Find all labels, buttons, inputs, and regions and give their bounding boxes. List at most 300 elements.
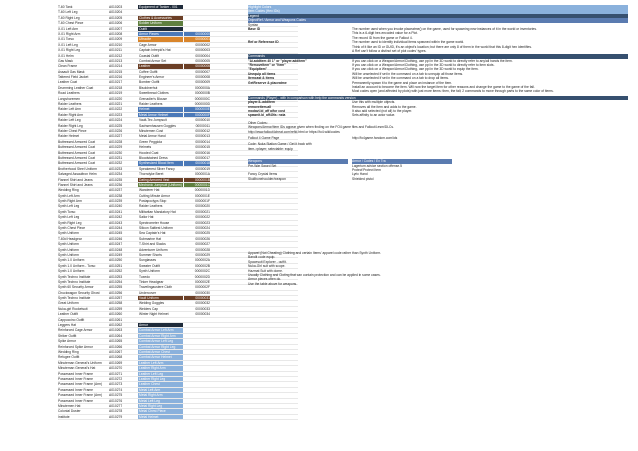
category-cell[interactable]: Sweater Outfit [139,263,160,268]
code-cell[interactable]: 00000028 [195,247,210,252]
code-cell[interactable]: 00000030 [195,290,210,295]
category-cell[interactable]: Combat Armor Left Leg [138,339,183,343]
category-cell[interactable]: Soldier Uniform [138,21,183,25]
category-cell[interactable]: Metal Chest Piece [138,409,183,413]
code-cell[interactable]: 00000008 [195,75,210,80]
item-id-cell[interactable]: A010242 [109,215,123,220]
code-cell[interactable] [184,318,210,322]
item-name-cell[interactable]: Leggers Hat [58,323,76,328]
item-name-cell[interactable]: Brotherhood Steel Uniform [58,166,98,171]
item-id-cell[interactable]: A010270 [109,366,123,371]
item-name-cell[interactable]: Wedding Ring [58,350,79,354]
item-name-cell[interactable]: Synth Left Arm [58,193,80,198]
code-cell[interactable]: 0000001F [195,199,210,204]
category-cell[interactable]: Minutemen Cost [139,128,164,133]
code-cell[interactable]: 00000003 [195,48,210,53]
category-cell[interactable]: Combat Armor Set [139,58,167,63]
item-id-cell[interactable]: A010230 [109,150,123,155]
item-name-cell[interactable]: Gas Mask [58,58,73,63]
code-cell[interactable] [184,366,210,370]
category-cell[interactable]: Combat Armor Helmet [138,355,183,359]
category-cell[interactable]: Undercover [139,290,157,295]
code-cell[interactable]: 00000020 [195,204,210,209]
item-id-cell[interactable]: A010219 [109,91,123,96]
item-name-cell[interactable]: Synth Right Arm [58,199,82,204]
code-cell[interactable]: 0000000E [184,107,210,111]
code-cell[interactable] [184,328,210,332]
code-cell[interactable] [184,409,210,413]
item-id-cell[interactable]: A010214 [109,64,123,69]
item-name-cell[interactable]: Possessed Inner Frame (Arm) [58,393,103,398]
item-id-cell[interactable]: A010221 [109,102,123,107]
category-cell[interactable]: Metal Right Leg [138,404,183,408]
item-id-cell[interactable]: A010229 [109,145,123,150]
item-id-cell[interactable]: A010256 [109,290,123,295]
item-id-cell[interactable]: A010277 [109,403,123,408]
code-cell[interactable]: 0000001D [194,188,210,193]
code-cell[interactable]: 00000022 [195,215,210,220]
code-cell[interactable]: 00000000 [184,32,210,36]
item-id-cell[interactable]: A010210 [109,42,123,47]
item-name-cell[interactable]: X-01 Right Arm [58,31,81,36]
category-cell[interactable]: Welders Cap [139,306,158,311]
category-cell[interactable]: Combat Armor Right Leg [138,345,183,349]
item-name-cell[interactable]: Buttressed Armored Coat [58,145,96,150]
category-cell[interactable]: Bloodstained Dress [139,155,168,160]
category-cell[interactable]: Raider Leathers [139,102,163,107]
item-name-cell[interactable]: Flannel Shirt and Jeans [58,182,93,187]
item-name-cell[interactable]: T-60 Left Leg [58,10,78,15]
category-cell[interactable]: Submarine Hat [139,236,161,241]
code-cell[interactable]: 00000009 [195,80,210,85]
code-cell[interactable]: 0000000A [194,85,210,90]
item-id-cell[interactable]: A010228 [109,139,123,144]
item-name-cell[interactable]: Spike Armor [58,339,76,344]
code-cell[interactable]: 00000001 [184,37,210,41]
item-name-cell[interactable]: T-60 Right Leg [58,15,80,20]
item-id-cell[interactable]: A010251 [109,263,123,268]
note-text[interactable]: Nuka-Girl suit with scope. [248,264,286,269]
item-id-cell[interactable]: A010263 [109,328,123,333]
code-cell[interactable]: 00000004 [195,53,210,58]
category-cell[interactable]: Outfit [138,27,183,31]
category-cell[interactable]: Leather Right Arm [138,366,183,370]
item-name-cell[interactable]: Synth 60 Security Armor [58,285,94,290]
code-cell[interactable] [184,16,210,20]
item-name-cell[interactable]: Synth Techno Institute [58,279,91,284]
code-cell[interactable] [184,388,210,392]
item-id-cell[interactable]: A010246 [109,236,123,241]
code-cell[interactable]: 00000010 [195,118,210,123]
item-id-cell[interactable]: A010213 [109,58,123,63]
category-cell[interactable]: Leather Chest [138,382,183,386]
item-id-cell[interactable]: A010223 [109,112,123,117]
code-cell[interactable]: 00000029 [195,252,210,257]
category-cell[interactable]: Hooded Coat [139,150,159,155]
code-cell[interactable] [184,382,210,386]
category-cell[interactable]: Cutting Minute Armor [139,193,170,198]
category-cell[interactable]: Helmet [138,107,183,111]
category-cell[interactable]: T-Shirt and Slacks [139,242,166,247]
category-cell[interactable]: Spectrometer House [139,220,170,225]
item-id-cell[interactable]: A010218 [109,85,123,90]
item-name-cell[interactable]: Synth Techno Institute [58,296,91,301]
category-cell[interactable]: Tinker Headgear [139,279,164,284]
category-cell[interactable]: Combat Armor Left Arm [138,328,183,332]
code-cell[interactable]: 00000016 [195,150,210,155]
category-cell[interactable]: Synth Uniform [139,269,160,274]
item-id-cell[interactable]: A010260 [109,312,123,317]
code-cell[interactable] [184,415,210,419]
code-cell[interactable]: 00000005 [195,58,210,63]
item-id-cell[interactable]: A010234 [109,172,123,177]
item-name-cell[interactable]: Salvaged Assaultron Helm [58,172,97,177]
code-cell[interactable]: 0000001A [194,172,210,177]
note-text[interactable]: Use the table above for weapons. [248,281,298,286]
note-text[interactable]: Spacesuit Explorer - outfit. [248,259,287,264]
item-id-cell[interactable]: A010236 [109,182,123,187]
code-cell[interactable] [184,393,210,397]
category-cell[interactable]: Combat Armor Chest [138,350,183,354]
category-cell[interactable]: Equipment of Tanker - 001 [138,5,183,9]
code-cell[interactable]: 00000002 [195,42,210,47]
category-cell[interactable]: Metal Right Arm [138,393,183,397]
item-name-cell[interactable]: X-01 Torso [58,37,74,42]
item-name-cell[interactable]: Minuteman General's Hat [58,366,96,371]
info-link[interactable]: Weapons/Armor/Item IDs appear given when finding on the FO4 game files and Fallout4.esm/DLCs. [248,125,394,130]
code-cell[interactable]: 00000015 [195,145,210,150]
code-cell[interactable] [184,345,210,349]
item-name-cell[interactable]: Possessed Inner Frame (Arm) [58,382,103,387]
code-cell[interactable] [184,399,210,403]
code-cell[interactable]: 00000026 [195,236,210,241]
item-name-cell[interactable]: Great Uniform [58,301,79,306]
code-cell[interactable] [184,404,210,408]
code-cell[interactable] [184,323,210,327]
item-name-cell[interactable]: Possessed Inner Frame [58,371,93,376]
item-name-cell[interactable]: Synth Left Leg [58,215,80,220]
category-cell[interactable]: Leather Left Arm [138,361,183,365]
code-cell[interactable] [184,350,210,354]
item-id-cell[interactable]: A010249 [109,252,123,257]
item-name-cell[interactable]: Synth Uniform [58,252,79,257]
code-cell[interactable]: 00000033 [195,306,210,311]
item-name-cell[interactable]: Synth Chest Piece [58,226,86,231]
category-cell[interactable]: Grenadier's Blouse [139,96,167,101]
category-cell[interactable]: Leather Left Leg [138,372,183,376]
code-cell[interactable]: 00000018 [184,161,210,165]
item-name-cell[interactable]: Raider Left Leg [58,118,81,123]
item-id-cell[interactable]: A010250 [109,258,123,263]
item-name-cell[interactable]: Colonial Duster [58,409,81,414]
item-name-cell[interactable]: Raider Right Arm [58,112,84,117]
item-id-cell[interactable]: A010262 [109,323,123,328]
item-name-cell[interactable]: Refugee Outfit [58,355,80,360]
item-id-cell[interactable]: A010268 [109,355,123,360]
item-name-cell[interactable]: Raider Leathers [58,102,82,107]
item-id-cell[interactable]: A010212 [109,53,123,58]
code-cell[interactable]: 00000007 [195,69,210,74]
item-name-cell[interactable]: Tattered Field Jacket [58,75,89,80]
code-cell[interactable]: 00000023 [195,220,210,225]
item-id-cell[interactable]: A010273 [109,382,123,387]
code-cell[interactable] [184,372,210,376]
code-cell[interactable]: 0000001B [184,178,210,182]
item-id-cell[interactable]: A010265 [109,339,123,344]
item-name-cell[interactable]: Chuckwagon Security Ghost [58,290,100,295]
category-cell[interactable]: Dating Armored Vest [138,178,183,182]
item-id-cell[interactable]: A010235 [109,177,123,182]
category-cell[interactable]: Captain Intrepid's Hat [139,48,171,53]
category-cell[interactable]: Sea Captain's Hat [139,231,166,236]
item-id-cell[interactable]: A010207 [109,26,123,31]
category-cell[interactable]: Coastal Outfit [139,53,159,58]
category-cell[interactable]: Metal Armor Helmet [138,113,183,117]
item-id-cell[interactable]: A010226 [109,128,123,133]
category-cell[interactable]: Winter Night Helmet [139,312,169,317]
item-id-cell[interactable]: A010205 [109,15,123,20]
item-id-cell[interactable]: A010275 [109,393,123,398]
item-name-cell[interactable]: Synth Right Leg [58,220,82,225]
item-name-cell[interactable]: Longshoremen [58,96,80,101]
item-name-cell[interactable]: Flannel Shirt and Jeans [58,177,93,182]
code-cell[interactable]: 0000000C [194,96,210,101]
code-cell[interactable]: 00000032 [195,301,210,306]
category-cell[interactable]: Cage Armor [139,42,157,47]
item-id-cell[interactable]: A010237 [109,188,123,193]
item-name-cell[interactable]: X-01 Left Leg [58,42,78,47]
item-id-cell[interactable]: A010257 [109,296,123,301]
item-name-cell[interactable]: Raider Left Arm [58,107,81,112]
item-id-cell[interactable]: A010211 [109,48,122,53]
item-id-cell[interactable]: A010248 [109,247,123,252]
code-cell[interactable]: 0000000B [194,91,210,96]
item-id-cell[interactable]: A010276 [109,398,123,403]
item-id-cell[interactable]: A010271 [109,371,123,376]
category-cell[interactable]: Sunglasses [139,258,157,263]
note-text[interactable]: Usually Clothing and Cloting that can contain protection and can be applied in some cases. [248,273,381,278]
item-name-cell[interactable]: Leather Outfit [58,312,78,317]
item-id-cell[interactable]: A010255 [109,285,123,290]
note-text[interactable]: Bandit code equip. [248,255,276,260]
category-cell[interactable]: Sailor Hat [139,215,154,220]
code-cell[interactable]: 00000017 [195,155,210,160]
category-cell[interactable]: Coffee Outfit [139,69,158,74]
item-name-cell[interactable]: Synth 1.0 Uniform - Torso [58,263,96,268]
item-name-cell[interactable]: Institute [58,414,70,419]
item-name-cell[interactable]: Striker Outfit [58,333,77,338]
code-cell[interactable]: 00000012 [195,128,210,133]
code-cell[interactable] [184,361,210,365]
item-id-cell[interactable]: A010204 [109,10,123,15]
item-name-cell[interactable]: Minuteman General's Uniform [58,360,102,365]
item-id-cell[interactable]: A010239 [109,199,123,204]
item-name-cell[interactable]: Assault Gas Mask [58,69,85,74]
code-cell[interactable] [184,339,210,343]
category-cell[interactable]: Sweetbread Clothes [139,91,169,96]
item-id-cell[interactable]: A010261 [109,317,123,322]
item-name-cell[interactable]: Clean Frame [58,64,78,69]
item-name-cell[interactable]: Possessed Inner Frame [58,387,93,392]
category-cell[interactable]: Raider Leathers [139,204,163,209]
category-cell[interactable]: Vault-Tec Jumpsuit [139,118,167,123]
item-name-cell[interactable]: Possessed Inner Frame [58,398,93,403]
code-cell[interactable]: 00000034 [195,312,210,317]
code-cell[interactable]: 0000000F [184,113,210,117]
item-name-cell[interactable]: Road Leathers [58,91,80,96]
info-link[interactable]: Other Codes: [248,120,268,125]
codes-row-a-right[interactable]: http://fo4game.fandom.com/ids [352,135,398,140]
item-id-cell[interactable]: A010241 [109,209,123,214]
item-id-cell[interactable]: A010279 [109,414,123,419]
code-cell[interactable]: 00000011 [195,123,210,128]
item-id-cell[interactable]: A010231 [109,155,123,160]
category-cell[interactable]: Tuxedo [139,274,150,279]
category-cell[interactable]: Thorndyke Beret [139,172,164,177]
item-name-cell[interactable]: Synth Uniform [58,231,79,236]
note-text[interactable]: Apparel (Not Cheating) Clothing and certain Items' apparel code rather than Synth Uniform. [248,251,382,256]
code-cell[interactable]: 0000001E [194,193,210,198]
item-name-cell[interactable]: Raider Right Leg [58,123,83,128]
item-id-cell[interactable]: A010259 [109,306,123,311]
item-id-cell[interactable]: A010252 [109,269,123,274]
category-cell[interactable]: Wanderer Hat [139,188,160,193]
codes-row-a-left[interactable]: Fallout 4 Game Page [248,135,280,140]
item-name-cell[interactable]: T-60 Chest Piece [58,21,84,26]
category-cell[interactable]: Militaritan Mandatory Hat [139,209,176,214]
item-id-cell[interactable]: A010225 [109,123,123,128]
category-cell[interactable]: Metal Left Arm [138,388,183,392]
item-id-cell[interactable]: A010278 [109,409,123,414]
item-id-cell[interactable]: A010258 [109,301,123,306]
code-cell[interactable]: 00000013 [195,134,210,139]
item-id-cell[interactable]: A010244 [109,226,123,231]
category-cell[interactable]: Mechanic Jumpsuit (Uniform) [139,182,182,187]
category-cell[interactable]: Synthesized Blood Item [138,161,183,165]
code-cell[interactable]: 00000019 [195,166,210,171]
category-cell[interactable]: Combat Armor Right Arm [138,334,183,338]
item-name-cell[interactable]: Raider Chest Piece [58,128,87,133]
category-cell[interactable]: Metal Helmet [138,415,183,419]
item-name-cell[interactable]: Buttressed Armored Coat [58,139,96,144]
item-id-cell[interactable]: A010253 [109,274,123,279]
code-cell[interactable] [184,5,210,9]
code-cell[interactable] [184,10,210,14]
item-id-cell[interactable]: A010240 [109,204,123,209]
note-text[interactable]: Hazmat Suit with dome. [248,268,283,273]
item-id-cell[interactable]: A010254 [109,279,123,284]
category-cell[interactable]: Adventurer Uniform [139,247,168,252]
item-id-cell[interactable]: A010266 [109,344,123,349]
code-cell[interactable]: 0000002F [195,285,210,290]
category-cell[interactable]: Armor [138,323,183,327]
category-cell[interactable]: Summer Shorts [139,252,162,257]
category-cell[interactable]: Green Peggiola [139,139,162,144]
item-name-cell[interactable]: Cappuccino Outfit [58,317,85,322]
item-name-cell[interactable]: X-01 Helm [58,53,74,58]
item-id-cell[interactable]: A010247 [109,242,123,247]
category-cell[interactable]: Welding Goggles [139,301,165,306]
item-id-cell[interactable]: A010208 [109,31,123,36]
category-cell[interactable]: Travelingaustere Cloth [139,285,173,290]
code-cell[interactable]: 0000002B [194,263,210,268]
code-cell[interactable]: 00000027 [195,242,210,247]
category-cell[interactable]: Clothes & Accessories [138,16,183,20]
item-id-cell[interactable]: A010227 [109,134,123,139]
item-name-cell[interactable]: Minutemen Hat [58,403,81,408]
code-cell[interactable] [184,21,210,25]
category-cell[interactable]: Bomber Outfit [139,80,160,85]
category-cell[interactable]: Ultracite [138,37,183,41]
code-cell[interactable] [184,377,210,381]
code-cell[interactable]: 00000006 [184,64,210,68]
item-id-cell[interactable]: A010269 [109,360,123,365]
code-cell[interactable]: 0000001C [184,183,210,187]
item-name-cell[interactable]: Wedding Ring [58,188,79,193]
code-cell[interactable] [184,334,210,338]
category-cell[interactable] [138,10,183,14]
item-id-cell[interactable]: A010264 [109,333,123,338]
item-id-cell[interactable]: A010267 [109,350,123,354]
item-name-cell[interactable]: T-60 Tank [58,5,73,9]
item-name-cell[interactable]: T-60d Headgear [58,236,82,241]
code-cell[interactable]: 0000002D [194,274,210,279]
item-id-cell[interactable]: A010272 [109,376,123,381]
item-name-cell[interactable]: Drumming Leather Coat [58,85,94,90]
category-cell[interactable]: Leather [138,64,183,68]
code-cell[interactable]: 00000025 [195,231,210,236]
item-id-cell[interactable]: A010224 [109,118,123,123]
item-name-cell[interactable]: Reinforced Cage Armor [58,328,93,333]
category-cell[interactable]: Leather Right Leg [138,377,183,381]
item-id-cell[interactable]: A010216 [109,75,123,80]
item-id-cell[interactable]: A010274 [109,387,123,392]
item-name-cell[interactable]: Raider Helmet [58,134,80,139]
code-cell[interactable] [184,27,210,31]
category-cell[interactable]: Engineer's Armor [139,75,165,80]
item-name-cell[interactable]: Buttressed Armored Coat [58,155,96,160]
category-cell[interactable] [138,318,183,322]
code-cell[interactable] [184,355,210,359]
category-cell[interactable]: Speakerest Silver Fancy [139,166,175,171]
category-cell[interactable]: Postapoclyps Stop [139,199,167,204]
item-name-cell[interactable]: Buttressed Armored Coat [58,161,96,166]
item-id-cell[interactable]: A010209 [109,37,123,42]
category-cell[interactable]: Sachsenhausen Goggles [139,123,176,128]
item-name-cell[interactable]: Synth Techno Institute [58,274,91,279]
category-cell[interactable]: Metal Armor Hand [139,134,166,139]
item-id-cell[interactable]: A010217 [109,80,123,85]
item-id-cell[interactable]: A010203 [109,5,123,9]
item-name-cell[interactable]: Synth Uniform [58,242,79,247]
code-cell[interactable]: 0000000D [194,102,210,107]
item-name-cell[interactable]: Reinforced Spike Armor [58,344,93,349]
item-id-cell[interactable]: A010232 [109,161,123,166]
item-id-cell[interactable]: A010220 [109,96,123,101]
category-cell[interactable]: Helmets [139,145,152,150]
info-link[interactable]: http://www.fallout4cheat.com/refid.html or https://fo4.wiki/codes [248,129,340,134]
code-cell[interactable]: 00000031 [184,296,210,300]
item-name-cell[interactable]: X-01 Left Arm [58,26,79,31]
note-text[interactable]: Armor pieces often do. [248,277,282,282]
category-cell[interactable]: Silicon Saltiest Uniform [139,226,173,231]
item-id-cell[interactable]: A010215 [109,69,123,74]
item-id-cell[interactable]: A010238 [109,193,123,198]
code-cell[interactable]: 00000024 [195,226,210,231]
code-cell[interactable]: 0000002C [194,269,210,274]
category-cell[interactable]: Armor Pieces [138,32,183,36]
item-name-cell[interactable]: Synth Left Leg [58,204,80,209]
